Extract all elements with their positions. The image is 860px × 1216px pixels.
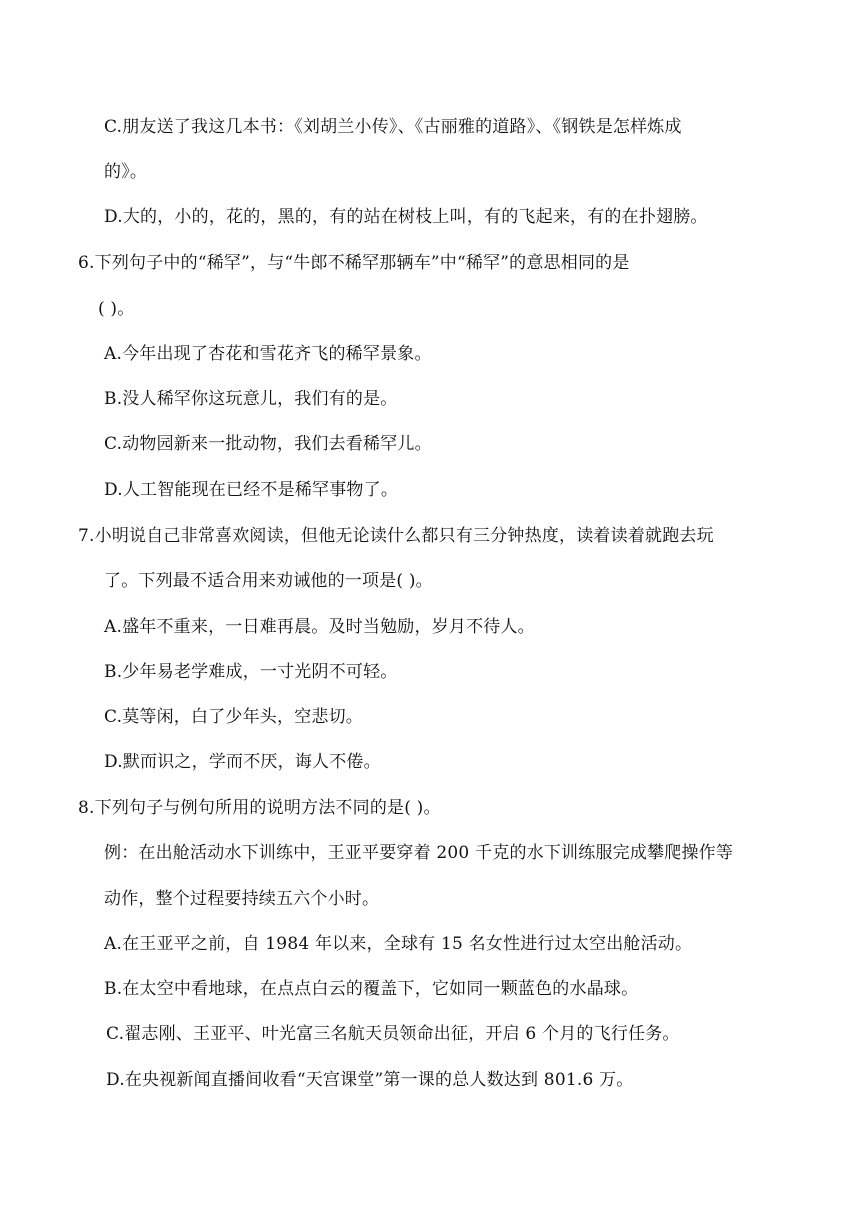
q8-example-line2: 动作，整个过程要持续五六个小时。 <box>104 889 380 909</box>
q6-option-a: A.今年出现了杏花和雪花齐飞的稀罕景象。 <box>104 344 432 364</box>
q7-option-a: A.盛年不重来，一日难再晨。及时当勉励，岁月不待人。 <box>104 617 535 637</box>
q8-option-d: D.在央视新闻直播间收看“天宫课堂”第一课的总人数达到 801.6 万。 <box>106 1070 634 1090</box>
q6-option-c: C.动物园新来一批动物，我们去看稀罕儿。 <box>104 434 432 454</box>
q8-example-line1: 例：在出舱活动水下训练中，王亚平要穿着 200 千克的水下训练服完成攀爬操作等 <box>104 843 734 863</box>
q7-stem-line1: 7.小明说自己非常喜欢阅读，但他无论读什么都只有三分钟热度，读着读着就跑去玩 <box>78 526 714 546</box>
q7-stem-line2: 了。下列最不适合用来劝诫他的一项是( )。 <box>104 571 433 591</box>
q8-option-a: A.在王亚平之前，自 1984 年以来，全球有 15 名女性进行过太空出舱活动。 <box>104 934 693 954</box>
q8-stem: 8.下列句子与例句所用的说明方法不同的是( )。 <box>78 798 441 818</box>
q6-option-d: D.人工智能现在已经不是稀罕事物了。 <box>104 480 399 500</box>
q6-stem-line1: 6.下列句子中的“稀罕”，与“牛郎不稀罕那辆车”中“稀罕”的意思相同的是 <box>78 253 630 273</box>
q6-option-b: B.没人稀罕你这玩意儿，我们有的是。 <box>104 389 398 409</box>
q7-option-b: B.少年易老学难成，一寸光阴不可轻。 <box>104 662 398 682</box>
q8-option-b: B.在太空中看地球，在点点白云的覆盖下，它如同一颗蓝色的水晶球。 <box>104 979 639 999</box>
prev-option-d: D.大的，小的，花的，黑的，有的站在树枝上叫，有的飞起来，有的在扑翅膀。 <box>104 207 708 227</box>
prev-option-c-line2: 的》。 <box>104 162 148 182</box>
q7-option-d: D.默而识之，学而不厌，诲人不倦。 <box>104 752 381 772</box>
prev-option-c-line1: C.朋友送了我这几本书：《刘胡兰小传》、《古丽雅的道路》、《钢铁是怎样炼成 <box>104 117 682 137</box>
q6-stem-line2: ( )。 <box>98 299 135 319</box>
q7-option-c: C.莫等闲，白了少年头，空悲切。 <box>104 707 364 727</box>
q8-option-c: C.翟志刚、王亚平、叶光富三名航天员领命出征，开启 6 个月的飞行任务。 <box>106 1024 680 1044</box>
